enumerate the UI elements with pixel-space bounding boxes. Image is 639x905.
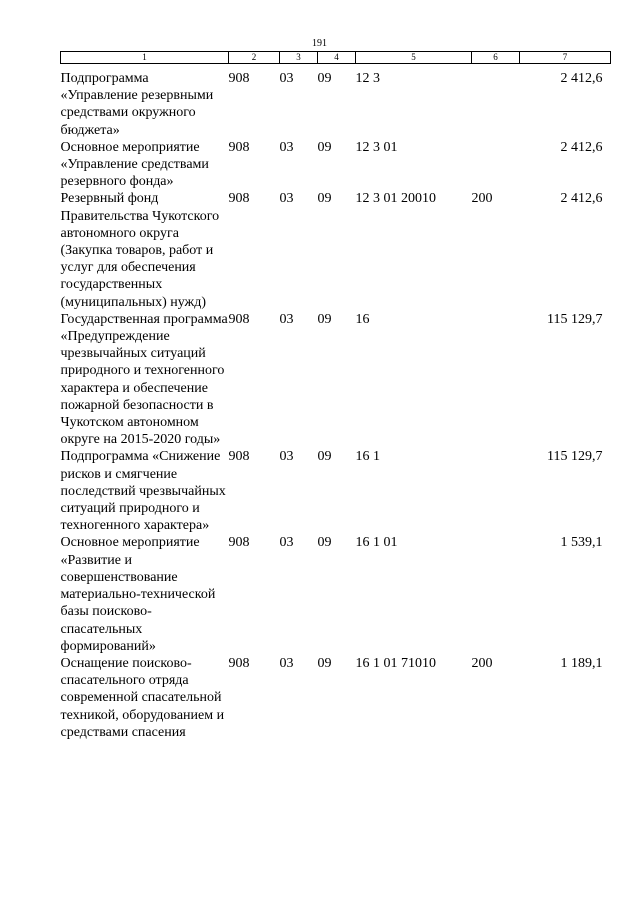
row-amount: 115 129,7 (547, 311, 603, 327)
page-number: 191 (312, 38, 327, 49)
row-amount: 2 412,6 (560, 191, 603, 207)
row-name: Подпрограмма «Снижение рисков и смягчение последствий чрезвычайных ситуаций природного и техногенного характера» (60, 449, 226, 534)
row-target: 12 3 01 20010 (355, 191, 436, 207)
row-amount: 1 189,1 (560, 655, 603, 671)
row-subsection: 09 (317, 535, 332, 551)
row-type: 200 (471, 655, 493, 671)
table-header (61, 52, 611, 64)
header-row (61, 52, 611, 64)
row-type: 200 (471, 191, 493, 207)
row-ministry: 908 (228, 71, 250, 86)
row-ministry: 908 (228, 139, 250, 155)
row-name: Основное мероприятие «Управление средствами резервного фонда» (60, 139, 209, 190)
row-amount: 115 129,7 (547, 449, 603, 465)
row-section: 03 (279, 655, 294, 671)
table-row (61, 64, 611, 139)
row-type (472, 448, 520, 534)
row-name: Государственная программа «Предупреждение чрезвычайных ситуаций природного и техногенного характера и обеспечение пожарной безопасности в Чукотском автономном округе на 2015-2020 годы» (60, 311, 228, 448)
row-target: 16 1 01 71010 (355, 655, 436, 671)
table-body (61, 64, 611, 741)
row-type (472, 534, 520, 654)
row-target: 12 3 01 (355, 139, 398, 155)
row-ministry: 908 (228, 655, 250, 671)
row-section: 03 (279, 449, 294, 465)
row-amount: 2 412,6 (560, 139, 603, 155)
row-name: Основное мероприятие «Развитие и совершенствование материально-технической базы поисково-спасательных формирований» (60, 535, 216, 654)
row-amount: 2 412,6 (560, 71, 603, 86)
row-type (472, 64, 520, 139)
table-row (61, 311, 611, 449)
row-amount: 1 539,1 (560, 535, 603, 551)
column-header-6: 6 (472, 52, 520, 64)
row-subsection: 09 (317, 139, 332, 155)
row-ministry: 908 (228, 191, 250, 207)
row-target: 12 3 (355, 71, 380, 86)
column-header-3: 3 (280, 52, 318, 64)
row-ministry: 908 (228, 311, 250, 327)
column-header-2: 2 (229, 52, 280, 64)
row-section: 03 (279, 71, 294, 86)
column-header-7: 7 (520, 52, 611, 64)
row-section: 03 (279, 311, 294, 327)
row-type (472, 139, 520, 191)
row-ministry: 908 (228, 449, 250, 465)
table-row (61, 448, 611, 534)
table-row (61, 139, 611, 191)
row-subsection: 09 (317, 449, 332, 465)
column-header-5: 5 (356, 52, 472, 64)
row-subsection: 09 (317, 71, 332, 86)
table-row (61, 534, 611, 654)
row-name: Подпрограмма «Управление резервными средствами окружного бюджета» (60, 71, 214, 138)
budget-table (60, 51, 611, 741)
row-section: 03 (279, 535, 294, 551)
row-target: 16 1 01 (355, 535, 398, 551)
row-section: 03 (279, 191, 294, 207)
row-subsection: 09 (317, 655, 332, 671)
column-header-4: 4 (318, 52, 356, 64)
row-section: 03 (279, 139, 294, 155)
row-target: 16 1 (355, 449, 380, 465)
table-row (61, 190, 611, 310)
row-subsection: 09 (317, 191, 332, 207)
row-ministry: 908 (228, 535, 250, 551)
column-header-1: 1 (61, 52, 229, 64)
row-subsection: 09 (317, 311, 332, 327)
row-name: Оснащение поисково-спасательного отряда современной спасательной техникой, оборудованием и средствами спасения (60, 655, 225, 740)
row-target: 16 (355, 311, 370, 327)
row-name: Резервный фонд Правительства Чукотского автономного округа (Закупка товаров, работ и услуг для обеспечения государственных (муниципальных) нужд) (60, 191, 220, 310)
table-row (61, 655, 611, 741)
row-type (472, 311, 520, 449)
